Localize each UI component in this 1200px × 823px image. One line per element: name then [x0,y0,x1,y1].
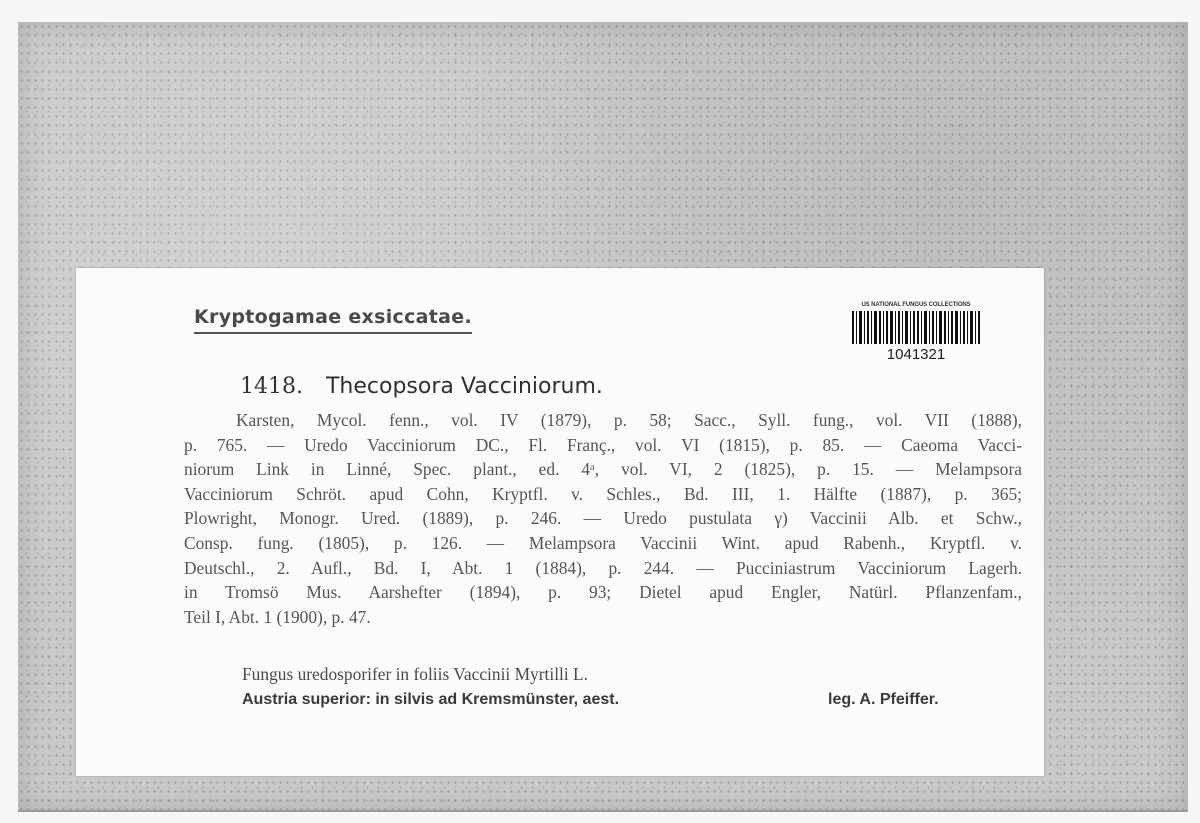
packet-edge [18,810,1188,812]
synonymy-line: Vacciniorum Schröt. apud Cohn, Kryptfl. v. Schles., Bd. III, 1. Hälfte (1887), p. 365; [184,483,1022,504]
entry-number: 1418. [240,374,303,399]
barcode-number: 1041321 [886,346,946,363]
synonymy-line: Consp. fung. (1805), p. 126. — Melampsora Vaccinii Wint. apud Rabenh., Kryptfl. v. [184,532,1022,553]
barcode-sticker [846,302,986,370]
collector-line: leg. A. Pfeiffer. [828,691,939,708]
locality-line: Austria superior: in silvis ad Kremsmünster, aest. [242,691,620,708]
synonymy-line: p. 765. — Uredo Vacciniorum DC., Fl. Franç., vol. VI (1815), p. 85. — Caeoma Vacci- [184,434,1022,455]
barcode-icon [852,311,980,344]
barcode-caption: US NATIONAL FUNGUS COLLECTIONS [861,302,971,308]
entry-heading [240,374,603,399]
synonymy-line: Deutschl., 2. Aufl., Bd. I, Abt. 1 (1884), p. 244. — Pucciniastrum Vacciniorum Lagerh. [184,557,1022,578]
synonymy-line: in Tromsö Mus. Aarshefter (1894), p. 93; Dietel apud Engler, Natürl. Pflanzenfam., [184,582,1022,603]
species-name: Thecopsora Vacciniorum. [325,374,603,399]
synonymy-line: Teil I, Abt. 1 (1900), p. 47. [184,606,371,627]
synonymy-line: Karsten, Mycol. fenn., vol. IV (1879), p. 58; Sacc., Syll. fung., vol. VII (1888), [236,410,1022,430]
series-title: Kryptogamae exsiccatae. [194,306,472,334]
synonymy-line: Plowright, Monogr. Ured. (1889), p. 246. — Uredo pustulata γ) Vaccinii Alb. et Schw., [184,508,1022,529]
synonymy-line: niorum Link in Linné, Spec. plant., ed. 4ᵃ, vol. VI, 2 (1825), p. 15. — Melampsora [184,459,1022,480]
specimen-label [76,268,1044,776]
synonymy-paragraph [184,408,1022,629]
host-line: Fungus uredosporifer in foliis Vaccinii Myrtilli L. [242,664,589,684]
